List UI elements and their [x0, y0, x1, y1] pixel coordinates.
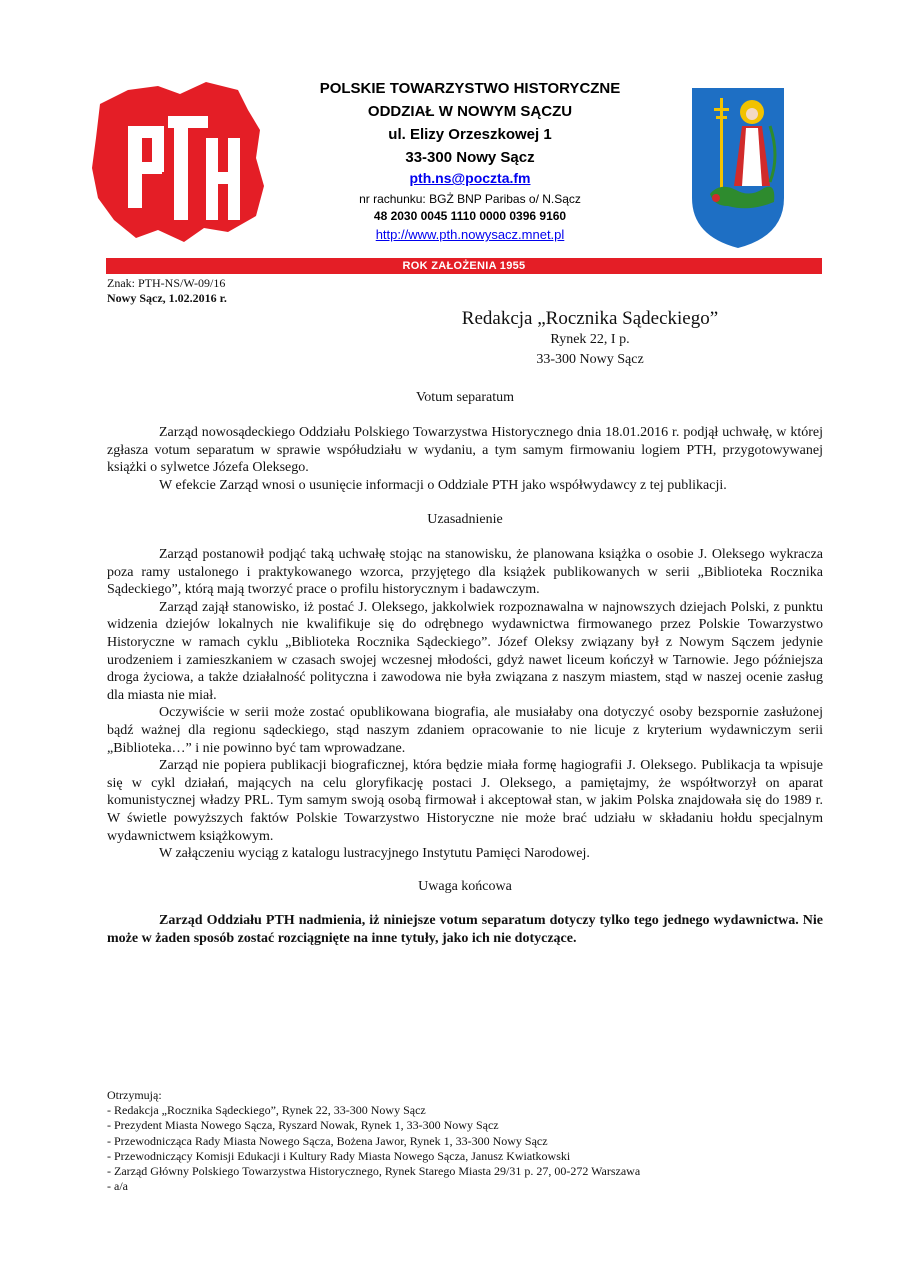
paragraph-group-justification: [107, 546, 823, 863]
addressee-line2: Rynek 22, I p.: [550, 332, 630, 347]
paragraph: Zarząd nie popiera publikacji biograficznej, która będzie miała formę hagiografii J. Oleksego. Publikacja ta wpisuje się w cykl działań, mających na celu gloryfikację postaci J. Oleksego, a pamiętajmy, że współtworzył on aparat komunistycznej władzy PRL. Tym samym swoją osobą firmował i akceptował stan, w jakim Polska znajdowała się do 1989 r. W świetle powyższych faktów Polskie Towarzystwo Historyczne nie może brać udziału w składaniu hołdu specjalnym wydawnictwem książkowym.: [107, 758, 823, 844]
addressee-line3: 33-300 Nowy Sącz: [536, 352, 644, 367]
recipients-list: [107, 1088, 823, 1194]
org-name-line2: ODDZIAŁ W NOWYM SĄCZU: [367, 103, 573, 120]
paragraph-group-intro: [107, 424, 823, 494]
recipient-item: - Zarząd Główny Polskiego Towarzystwa Historycznego, Rynek Starego Miasta 29/31 p. 27, 00-272 Warszawa: [107, 1164, 641, 1179]
recipient-item: - Przewodniczący Komisji Edukacji i Kultury Rady Miasta Nowego Sącza, Janusz Kwiatkowski: [107, 1148, 571, 1163]
recipient-item: - Przewodnicząca Rady Miasta Nowego Sącza, Bożena Jawor, Rynek 1, 33-300 Nowy Sącz: [107, 1133, 548, 1148]
org-name-line1: POLSKIE TOWARZYSTWO HISTORYCZNE: [319, 80, 621, 97]
section-title-justification: Uzasadnienie: [427, 512, 503, 527]
paragraph: Zarząd Oddziału PTH nadmienia, iż niniejsze votum separatum dotyczy tylko tego jednego wydawnictwa. Nie może w żaden sposób zostać rozciągnięte na inne tytuły, jako ich nie dotyczące.: [107, 913, 823, 946]
paragraph: W załączeniu wyciąg z katalogu lustracyjnego Instytutu Pamięci Narodowej.: [159, 846, 590, 862]
paragraph: W efekcie Zarząd wnosi o usunięcie informacji o Oddziale PTH jako współwydawcy z tej publikacji.: [159, 477, 727, 493]
account-number: 48 2030 0045 1110 0000 0396 9160: [373, 209, 567, 223]
org-city: 33-300 Nowy Sącz: [405, 149, 535, 166]
nowy-sacz-coat-of-arms: [690, 86, 786, 250]
recipient-item: - Prezydent Miasta Nowego Sącza, Ryszard Nowak, Rynek 1, 33-300 Nowy Sącz: [107, 1118, 499, 1133]
paragraph: Oczywiście w serii może zostać opublikowana biografia, ale musiałaby ona dotyczyć osoby bezspornie zasłużonej bądź ważnej dla regionu sądeckiego, stąd naszym zdaniem opracowanie to nie licuje z kryterium wydawniczym serii „Biblioteka…” i nie powinno być tam wprowadzane.: [107, 705, 823, 756]
paragraph: Zarząd zajął stanowisko, iż postać J. Oleksego, jakkolwiek rozpoznawalna w najnowszych dziejach Polski, z punktu widzenia dziejów lokalnych nie kwalifikuje się do odrębnego wydawnictwa firmowanego przez Polskie Towarzystwo Historyczne w ramach cyklu „Biblioteka Rocznika Sądeckiego”. Józef Oleksy związany był z Nowym Sączem jedynie urodzeniem i zamieszkaniem w czasach swojej wczesnej młodości, gdyż nawet liceum kończył w Tarnowie. Jego późniejsza droga życiowa, a także działalność polityczna i zawodowa nie była związana z naszym miastem, stąd w naszej ocenie zasług dla miasta nie miał.: [107, 599, 823, 703]
addressee-name: Redakcja „Rocznika Sądeckiego”: [461, 308, 719, 329]
paragraph: Zarząd postanowił podjąć taką uchwałę stojąc na stanowisku, że planowana książka o osobie J. Oleksego wykracza poza ramy ustalonego i praktykowanego wzorca, przyjętego dla książek publikowanych w serii „Biblioteka Rocznika Sądeckiego”, którą mają tworzyć prace o profilu historycznym i badawczym.: [107, 547, 823, 598]
date-line: Nowy Sącz, 1.02.2016 r.: [107, 291, 227, 305]
recipient-item: - Redakcja „Rocznika Sądeckiego”, Rynek 22, 33-300 Nowy Sącz: [107, 1103, 426, 1118]
bank-label: nr rachunku: BGŻ BNP Paribas o/ N.Sącz: [359, 192, 581, 206]
website-link[interactable]: http://www.pth.nowysacz.mnet.pl: [375, 227, 565, 242]
pth-logo: [88, 80, 268, 245]
reference-number: Znak: PTH-NS/W-09/16: [107, 276, 226, 290]
section-title-votum: Votum separatum: [415, 390, 515, 405]
final-note-paragraph: [107, 912, 823, 947]
recipient-item: - a/a: [107, 1179, 128, 1194]
email-link[interactable]: pth.ns@poczta.fm: [409, 170, 531, 186]
org-street: ul. Elizy Orzeszkowej 1: [388, 126, 552, 143]
section-title-final-note: Uwaga końcowa: [418, 879, 512, 894]
founded-banner: ROK ZAŁOŻENIA 1955: [106, 258, 822, 274]
recipients-heading: Otrzymują:: [107, 1088, 162, 1102]
paragraph: Zarząd nowosądeckiego Oddziału Polskiego Towarzystwa Historycznego dnia 18.01.2016 r. podjął uchwałę, w której zgłasza votum separatum w sprawie współudziału w wydaniu, a tym samym firmowaniu logiem PTH, przygotowywanej książki o sylwetce Józefa Oleksego.: [107, 425, 823, 476]
